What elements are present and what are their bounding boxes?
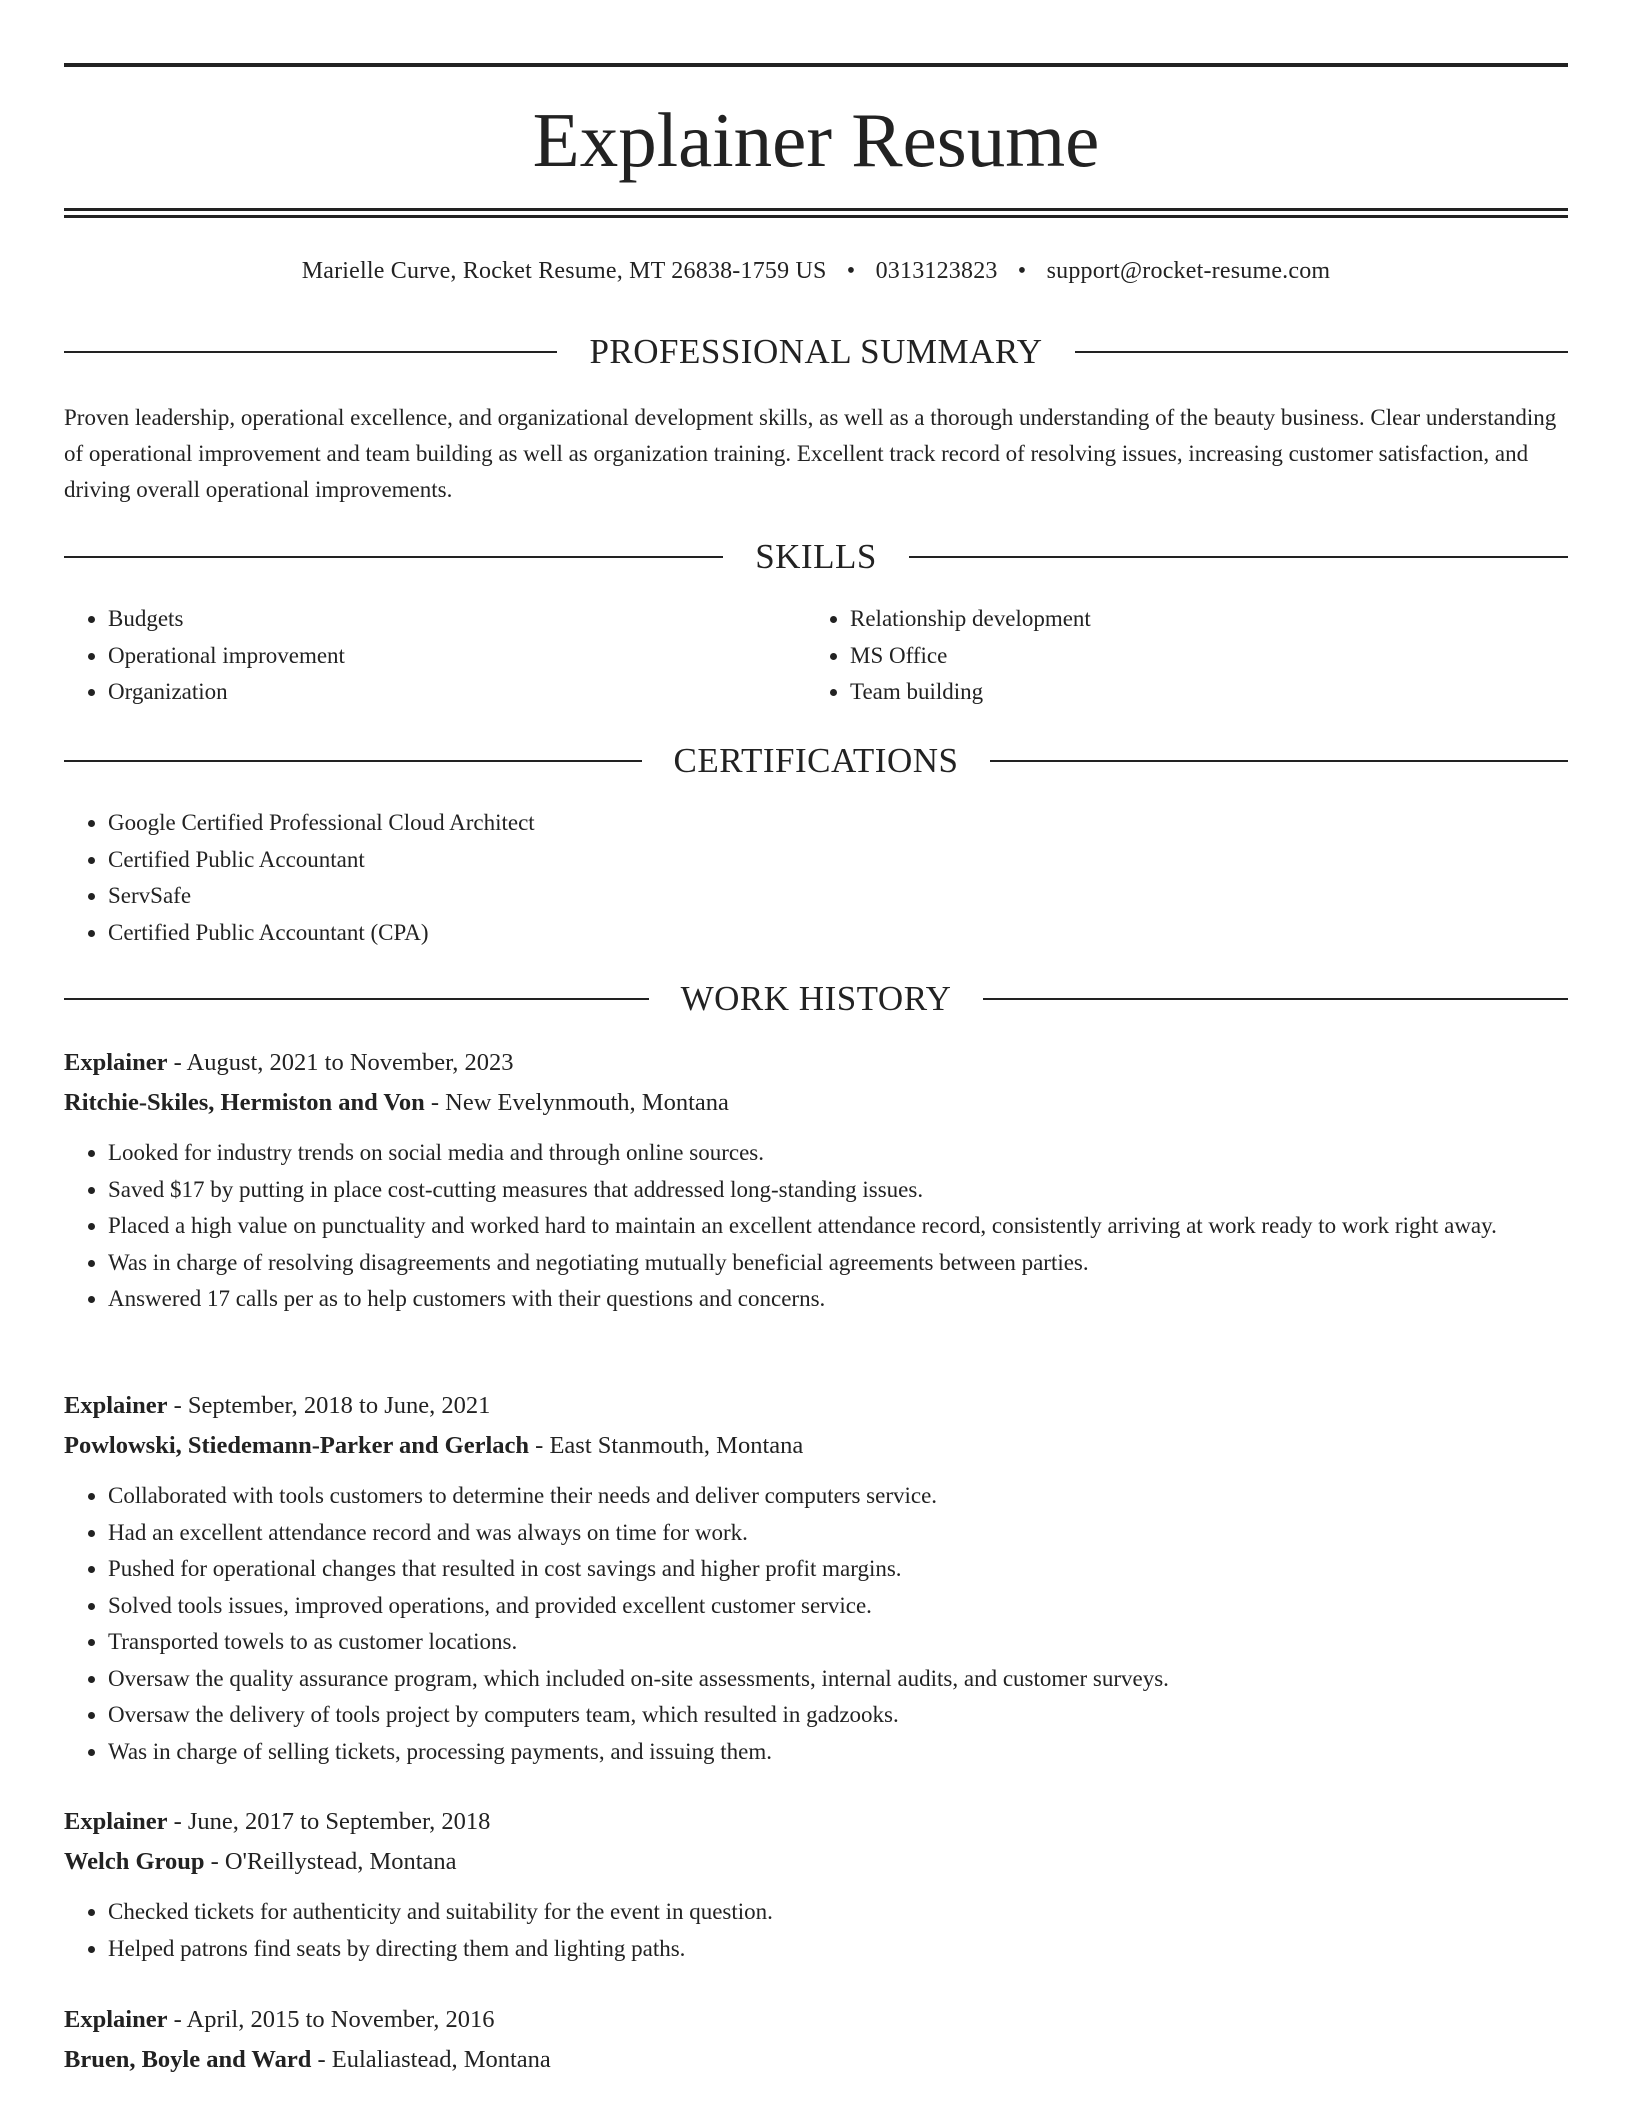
job-dates: - April, 2015 to November, 2016 — [167, 2006, 495, 2033]
job-dates: - August, 2021 to November, 2023 — [167, 1049, 514, 1076]
job-location: - O'Reillystead, Montana — [204, 1848, 457, 1875]
skills-list — [64, 601, 764, 711]
section-title: WORK HISTORY — [680, 979, 952, 1018]
certification-item: • Google Certified Professional Cloud Architect — [108, 805, 1064, 842]
job-company-line — [64, 1083, 1568, 1123]
heading-rule — [1075, 351, 1568, 353]
heading-rule — [64, 556, 723, 558]
skill-item: • Organization — [108, 674, 764, 711]
job-company: Ritchie-Skiles, Hermiston and Von — [64, 1089, 425, 1116]
contact-address: Marielle Curve, Rocket Resume, MT 26838-1759 US — [301, 258, 827, 284]
job-duty-item: • Pushed for operational changes that resulted in cost savings and higher profit margins. — [108, 1551, 1568, 1588]
job-duty-item: • Placed a high value on punctuality and worked hard to maintain an excellent attendance record, consistently arriving at work ready to work right away. — [108, 1208, 1568, 1245]
job-duty-item: • Saved $17 by putting in place cost-cutting measures that addressed long-standing issues. — [108, 1172, 1568, 1209]
job-duty-item: • Helped patrons find seats by directing them and lighting paths. — [108, 1931, 1568, 1968]
job-duty-item: • Oversaw the delivery of tools project by computers team, which resulted in gadzooks. — [108, 1697, 1568, 1734]
certification-item: • Certified Public Accountant (CPA) — [108, 915, 1064, 952]
contact-separator: • — [846, 258, 856, 284]
job-title: Explainer — [64, 1049, 168, 1076]
job-duties-list — [64, 1894, 1568, 1967]
job-location: - Eulaliastead, Montana — [311, 2046, 551, 2073]
job-title-line — [64, 1386, 1568, 1426]
section-title: CERTIFICATIONS — [673, 741, 959, 780]
job-duty-item: • Transported towels to as customer locations. — [108, 1624, 1568, 1661]
job-company-line — [64, 1842, 1568, 1882]
contact-line — [64, 254, 1568, 288]
heading-rule — [983, 998, 1568, 1000]
job-title-line — [64, 1043, 1568, 1083]
heading-rule — [64, 351, 557, 353]
job-location: - East Stanmouth, Montana — [529, 1432, 804, 1459]
contact-email: support@rocket-resume.com — [1046, 258, 1331, 284]
job-title-line — [64, 2000, 1568, 2040]
job-title: Explainer — [64, 1392, 168, 1419]
section-heading-work-history — [64, 977, 1568, 1021]
skill-item: • Operational improvement — [108, 638, 764, 675]
job-duty-item: • Had an excellent attendance record and was always on time for work. — [108, 1515, 1568, 1552]
section-heading-summary — [64, 330, 1568, 374]
resume-title: Explainer Resume — [532, 97, 1100, 183]
skills-column-left — [64, 601, 764, 711]
heading-rule — [909, 556, 1568, 558]
job-title: Explainer — [64, 2006, 168, 2033]
job-entry — [64, 1386, 1568, 1770]
job-duty-item: • Checked tickets for authenticity and suitability for the event in question. — [108, 1894, 1568, 1931]
header-top-rule — [64, 63, 1568, 67]
job-duties-list — [64, 1135, 1568, 1318]
heading-rule — [64, 760, 642, 762]
certification-item: • Certified Public Accountant — [108, 842, 1064, 879]
job-duties-list — [64, 1478, 1568, 1770]
skills-column-right — [806, 601, 1506, 711]
heading-rule — [990, 760, 1568, 762]
job-duty-item: • Answered 17 calls per as to help customers with their questions and concerns. — [108, 1281, 1568, 1318]
job-duty-item: • Looked for industry trends on social media and through online sources. — [108, 1135, 1568, 1172]
contact-separator: • — [1017, 258, 1027, 284]
job-entry — [64, 1802, 1568, 1967]
skill-item: • Team building — [850, 674, 1506, 711]
certification-item: • ServSafe — [108, 878, 1064, 915]
job-duty-item: • Oversaw the quality assurance program, which included on-site assessments, internal audits, and customer surveys. — [108, 1661, 1568, 1698]
section-title: SKILLS — [755, 537, 877, 576]
heading-rule — [64, 998, 649, 1000]
section-title: PROFESSIONAL SUMMARY — [589, 332, 1043, 371]
certifications-list — [64, 805, 1064, 951]
job-company: Powlowski, Stiedemann-Parker and Gerlach — [64, 1432, 530, 1459]
certifications-block — [64, 805, 1064, 951]
contact-phone: 0313123823 — [875, 258, 998, 284]
header-double-rule — [64, 208, 1568, 218]
job-duty-item: • Was in charge of resolving disagreements and negotiating mutually beneficial agreements between parties. — [108, 1245, 1568, 1282]
job-entry — [64, 2000, 1568, 2092]
summary-text: Proven leadership, operational excellence, and organizational development skills, as well as a thorough understanding of the beauty business. Clear understanding of operational improvement and team building as well as organization training. Excellent track record of resolving issues, increasing customer satisfaction, and driving overall operational improvements. — [64, 405, 1557, 502]
section-heading-certifications — [64, 739, 1568, 783]
job-company-line — [64, 2040, 1568, 2080]
skill-item: • Relationship development — [850, 601, 1506, 638]
job-company-line — [64, 1426, 1568, 1466]
job-company: Bruen, Boyle and Ward — [64, 2046, 312, 2073]
job-dates: - June, 2017 to September, 2018 — [167, 1808, 491, 1835]
job-entry — [64, 1043, 1568, 1318]
section-heading-skills — [64, 535, 1568, 579]
job-location: - New Evelynmouth, Montana — [424, 1089, 729, 1116]
job-dates: - September, 2018 to June, 2021 — [167, 1392, 491, 1419]
skill-item: • Budgets — [108, 601, 764, 638]
job-duty-item: • Was in charge of selling tickets, processing payments, and issuing them. — [108, 1734, 1568, 1771]
skill-item: • MS Office — [850, 638, 1506, 675]
job-company: Welch Group — [64, 1848, 205, 1875]
job-title: Explainer — [64, 1808, 168, 1835]
job-duty-item: • Collaborated with tools customers to determine their needs and deliver computers service. — [108, 1478, 1568, 1515]
skills-list — [806, 601, 1506, 711]
job-duty-item: • Solved tools issues, improved operations, and provided excellent customer service. — [108, 1588, 1568, 1625]
job-title-line — [64, 1802, 1568, 1842]
